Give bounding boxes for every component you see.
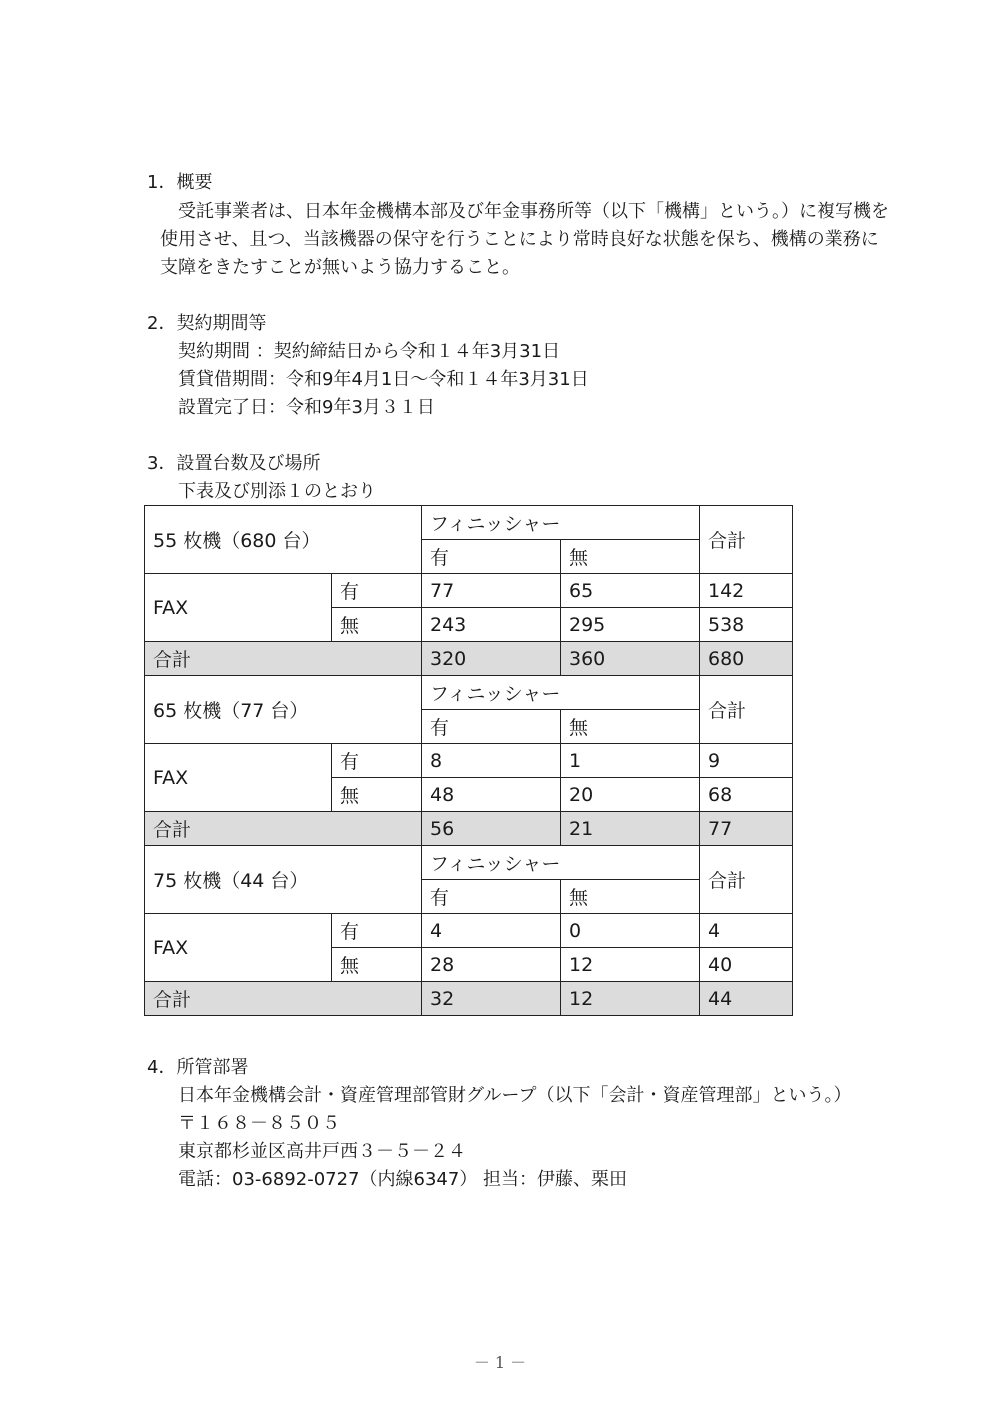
finisher-yes-header: 有 (422, 880, 561, 914)
table-cell: 1 (561, 744, 700, 778)
table-cell: 56 (422, 812, 561, 846)
finisher-header: フィニッシャー (422, 676, 700, 710)
postal-code-line: 〒１６８－８５０５ (178, 1113, 340, 1134)
section-1-heading: 1．概要 (147, 172, 213, 193)
block-title: 75 枚機（44 台） (145, 846, 422, 914)
finisher-yes-header: 有 (422, 540, 561, 574)
section-4-heading: 4．所管部署 (147, 1057, 249, 1078)
table-cell: 21 (561, 812, 700, 846)
finisher-no-header: 無 (561, 710, 700, 744)
table-cell: 360 (561, 642, 700, 676)
fax-yes-label: 有 (332, 914, 422, 948)
section-2-heading: 2．契約期間等 (147, 313, 267, 334)
table-cell: 9 (700, 744, 793, 778)
table-cell: 680 (700, 642, 793, 676)
table-cell: 44 (700, 982, 793, 1016)
total-row (145, 642, 793, 676)
table-cell: 4 (422, 914, 561, 948)
fax-yes-label: 有 (332, 574, 422, 608)
total-row-label: 合計 (145, 812, 422, 846)
total-row-label: 合計 (145, 982, 422, 1016)
total-header: 合計 (700, 506, 793, 574)
table-cell: 4 (700, 914, 793, 948)
table-cell: 65 (561, 574, 700, 608)
section-1-line-2: 使用させ、且つ、当該機器の保守を行うことにより常時良好な状態を保ち、機構の業務に (160, 229, 879, 250)
contract-period-line: 契約期間 ：契約締結日から令和１４年3月31日 (178, 341, 561, 362)
section-3-heading: 3．設置台数及び場所 (147, 453, 321, 474)
phone-contact-line: 電話：03-6892-0727（内線6347） 担当：伊藤、栗田 (178, 1169, 628, 1190)
total-row-label: 合計 (145, 642, 422, 676)
section-1-line-3: 支障をきたすことが無いよう協力すること。 (160, 257, 520, 278)
table-cell: 77 (422, 574, 561, 608)
fax-label: FAX (145, 914, 332, 982)
finisher-yes-header: 有 (422, 710, 561, 744)
page-number: － 1 － (473, 1353, 527, 1372)
fax-no-label: 無 (332, 608, 422, 642)
section-3-note: 下表及び別添１のとおり (178, 481, 376, 502)
finisher-header: フィニッシャー (422, 506, 700, 540)
table-cell: 32 (422, 982, 561, 1016)
table-cell: 8 (422, 744, 561, 778)
installation-date-line: 設置完了日：令和9年3月３１日 (178, 397, 435, 418)
table-row (145, 676, 793, 710)
total-row (145, 812, 793, 846)
total-header: 合計 (700, 676, 793, 744)
table-cell: 142 (700, 574, 793, 608)
table-row (145, 506, 793, 540)
section-1-line-1: 受託事業者は、日本年金機構本部及び年金事務所等（以下「機構」という。）に複写機を (178, 201, 889, 222)
fax-no-label: 無 (332, 778, 422, 812)
table-cell: 12 (561, 982, 700, 1016)
table-cell: 40 (700, 948, 793, 982)
fax-label: FAX (145, 574, 332, 642)
department-line: 日本年金機構会計・資産管理部管財グループ（以下「会計・資産管理部」という。） (178, 1085, 852, 1106)
table-row (145, 744, 793, 778)
total-row (145, 982, 793, 1016)
table-cell: 77 (700, 812, 793, 846)
installation-count-table (144, 505, 793, 1016)
table-row (145, 914, 793, 948)
table-cell: 320 (422, 642, 561, 676)
block-title: 55 枚機（680 台） (145, 506, 422, 574)
table-cell: 0 (561, 914, 700, 948)
table-row (145, 574, 793, 608)
table-cell: 20 (561, 778, 700, 812)
table-cell: 12 (561, 948, 700, 982)
table-cell: 28 (422, 948, 561, 982)
finisher-header: フィニッシャー (422, 846, 700, 880)
block-title: 65 枚機（77 台） (145, 676, 422, 744)
finisher-no-header: 無 (561, 880, 700, 914)
address-line: 東京都杉並区高井戸西３－５－２４ (178, 1141, 466, 1162)
fax-no-label: 無 (332, 948, 422, 982)
table-cell: 68 (700, 778, 793, 812)
table-cell: 243 (422, 608, 561, 642)
table-cell: 48 (422, 778, 561, 812)
table-row (145, 846, 793, 880)
lease-period-line: 賃貸借期間：令和9年4月1日～令和１４年3月31日 (178, 369, 589, 390)
table-cell: 295 (561, 608, 700, 642)
table-cell: 538 (700, 608, 793, 642)
fax-label: FAX (145, 744, 332, 812)
fax-yes-label: 有 (332, 744, 422, 778)
finisher-no-header: 無 (561, 540, 700, 574)
total-header: 合計 (700, 846, 793, 914)
